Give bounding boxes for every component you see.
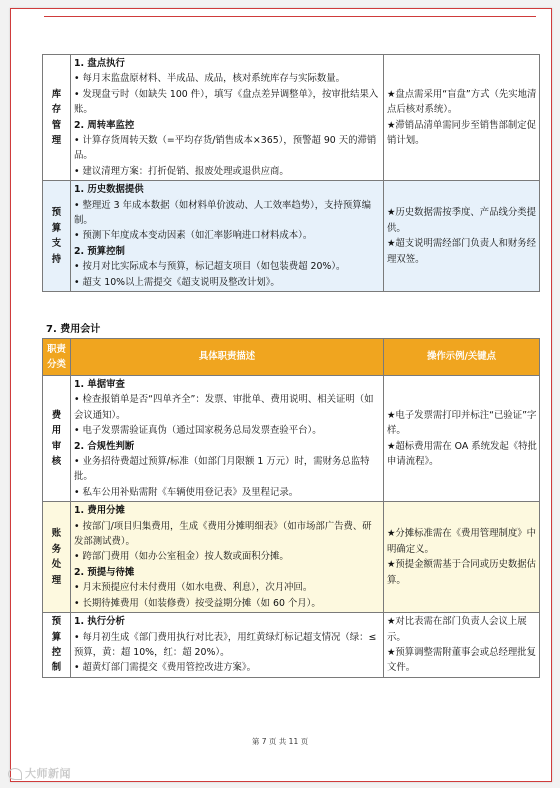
page-number: 第 7 页 共 11 页 (251, 737, 309, 746)
category-cell: 库 存 管 理 (43, 55, 71, 181)
key-point-cell: ★分摊标准需在《费用管理制度》中明确定义。 ★预提金额需基于合同或历史数据估算。 (384, 502, 540, 613)
header-description: 具体职责描述 (71, 339, 384, 376)
expense-accounting-table (42, 338, 540, 678)
description-cell: 1. 单据审查 • 检查报销单是否“四单齐全”：发票、审批单、费用说明、相关证明（如会议通知）。 • 电子发票需验证真伪（通过国家税务总局发票查验平台）。 2. 合规性判断 • 业务招待费超过预算/标准（如部门月限额 1 万元）时，需财务总监特批。 • 私车公用补贴需附《车辆使用登记表》及里程记录。 (71, 376, 384, 502)
key-point-cell: ★历史数据需按季度、产品线分类提供。 ★超支说明需经部门负责人和财务经理双签。 (384, 181, 540, 292)
table-row (43, 376, 540, 502)
key-point-cell: ★对比表需在部门负责人会议上展示。 ★预算调整需附董事会或总经理批复文件。 (384, 613, 540, 678)
category-cell: 账 务 处 理 (43, 502, 71, 613)
watermark (8, 765, 71, 781)
key-point-cell: ★电子发票需打印并标注“已验证”字样。 ★超标费用需在 OA 系统发起《特批申请流程》。 (384, 376, 540, 502)
section-title: 7. 费用会计 (46, 324, 101, 335)
top-rule (44, 16, 536, 17)
table-row (43, 613, 540, 678)
table-row (43, 502, 540, 613)
header-key-points: 操作示例/关键点 (384, 339, 540, 376)
table-header-row (43, 339, 540, 376)
table-row (43, 55, 540, 181)
description-cell: 1. 盘点执行 • 每月末监盘原材料、半成品、成品，核对系统库存与实际数量。 • 发现盘亏时（如缺失 100 件），填写《盘点差异调整单》，按审批结果入账。 2. 周转率监控 • 计算存货周转天数（=平均存货/销售成本×365），预警超 90 天的滞销品。 • 建议清理方案：打折促销、报废处理或退供应商。 (71, 55, 384, 181)
cost-table-continued (42, 54, 540, 292)
category-cell: 预 算 支 持 (43, 181, 71, 292)
description-cell: 1. 历史数据提供 • 整理近 3 年成本数据（如材料单价波动、人工效率趋势），支持预算编制。 • 预测下年度成本变动因素（如汇率影响进口材料成本）。 2. 预算控制 • 按月对比实际成本与预算，标记超支项目（如包装费超 20%）。 • 超支 10%以上需提交《超支说明及整改计划》。 (71, 181, 384, 292)
watermark-text: 大师新闻 (25, 767, 71, 780)
description-cell: 1. 费用分摊 • 按部门/项目归集费用，生成《费用分摊明细表》（如市场部广告费、研发部测试费）。 • 跨部门费用（如办公室租金）按人数或面积分摊。 2. 预提与待摊 • 月末预提应付未付费用（如水电费、利息），次月冲回。 • 长期待摊费用（如装修费）按受益期分摊（如 60 个月）。 (71, 502, 384, 613)
table-row (43, 181, 540, 292)
header-category: 职责 分类 (43, 339, 71, 376)
category-cell: 费 用 审 核 (43, 376, 71, 502)
key-point-cell: ★盘点需采用“盲盘”方式（先实地清点后核对系统）。 ★滞销品清单需同步至销售部制定促销计划。 (384, 55, 540, 181)
logo-icon (8, 768, 22, 780)
category-cell: 预 算 控 制 (43, 613, 71, 678)
description-cell: 1. 执行分析 • 每月初生成《部门费用执行对比表》，用红黄绿灯标记超支情况（绿：≤预算，黄：超 10%，红：超 20%）。 • 超黄灯部门需提交《费用管控改进方案》。 (71, 613, 384, 678)
